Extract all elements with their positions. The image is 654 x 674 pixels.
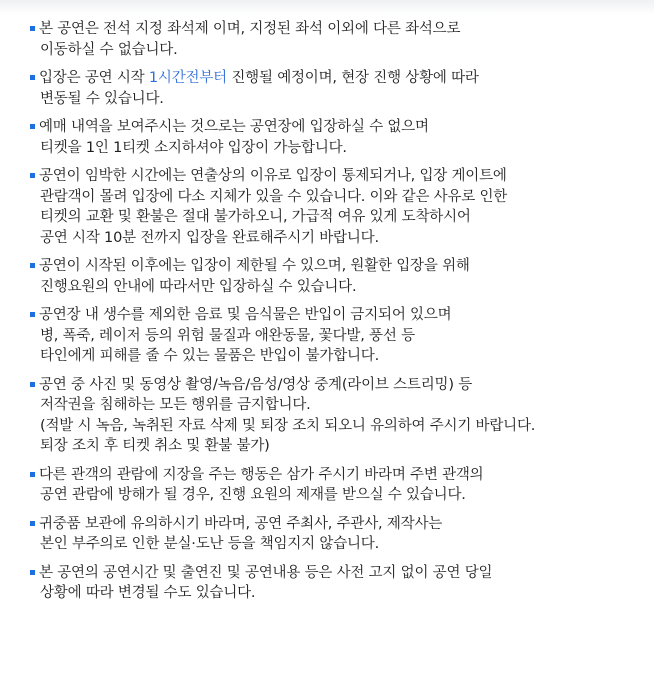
notice-line: 티켓을 1인 1티켓 소지하셔야 입장이 가능합니다. [40, 139, 347, 156]
notice-item [30, 19, 630, 60]
notice-line: 공연이 임박한 시간에는 연출상의 이유로 입장이 통제되거나, 입장 게이트에 [39, 168, 507, 184]
notice-line: 티켓의 교환 및 환불은 절대 불가하오니, 가급적 여유 있게 도착하시어 [40, 209, 471, 225]
notice-text: 진행될 예정이며, 현장 진행 상황에 따라 [226, 70, 479, 86]
notice-text: 입장은 공연 시작 [39, 70, 149, 86]
bullet-icon [30, 382, 35, 387]
notice-list [30, 19, 630, 612]
notice-item [30, 256, 630, 297]
bullet-icon [30, 472, 35, 477]
notice-line: 귀중품 보관에 유의하시기 바라며, 공연 주최사, 주관사, 제작사는 [39, 515, 443, 532]
notice-line: 변동될 수 있습니다. [40, 90, 164, 107]
notice-item [30, 563, 630, 604]
notice-line: 공연이 시작된 이후에는 입장이 제한될 수 있으며, 원활한 입장을 위해 [39, 258, 470, 274]
notice-line: 타인에게 피해를 줄 수 있는 물품은 반입이 불가합니다. [40, 348, 380, 364]
bullet-icon [30, 312, 35, 317]
notice-line: 저작권을 침해하는 모든 행위를 금지합니다. [40, 397, 311, 413]
notice-line: 공연장 내 생수를 제외한 음료 및 음식물은 반입이 금지되어 있으며 [39, 307, 452, 323]
notice-line: 관람객이 몰려 입장에 다소 지체가 있을 수 있습니다. 이와 같은 사유로 인한 [40, 188, 508, 205]
bullet-icon [30, 26, 35, 31]
bullet-icon [30, 521, 35, 526]
notice-line: (적발 시 녹음, 녹취된 자료 삭제 및 퇴장 조치 되오니 유의하여 주시기 바랍니다. [40, 417, 536, 434]
notice-item [30, 68, 630, 109]
notice-line: 공연 관람에 방해가 될 경우, 진행 요원의 제재를 받으실 수 있습니다. [40, 487, 466, 503]
notice-item [30, 514, 630, 555]
notice-line: 본 공연은 전석 지정 좌석제 이며, 지정된 좌석 이외에 다른 좌석으로 [39, 21, 461, 37]
notice-item [30, 166, 630, 248]
notice-line: 본 공연의 공연시간 및 출연진 및 공연내용 등은 사전 고지 없이 공연 당일 [39, 564, 493, 581]
bullet-icon [30, 75, 35, 80]
bullet-icon [30, 263, 35, 268]
notice-line: 진행요원의 안내에 따라서만 입장하실 수 있습니다. [40, 278, 357, 295]
entry-time-highlight: 1시간전부터 [148, 70, 227, 86]
top-fade [0, 0, 654, 14]
notice-line: 본인 부주의로 인한 분실·도난 등을 책임지지 않습니다. [40, 536, 380, 552]
notice-line: 이동하실 수 없습니다. [40, 41, 178, 58]
notice-line: 병, 폭죽, 레이저 등의 위험 물질과 애완동물, 꽃다발, 풍선 등 [40, 327, 415, 344]
notice-line: 공연 시작 10분 전까지 입장을 완료해주시기 바랍니다. [40, 229, 379, 246]
notice-line [39, 68, 630, 89]
notice-line: 공연 중 사진 및 동영상 촬영/녹음/음성/영상 중계(라이브 스트리밍) 등 [39, 376, 473, 393]
notice-item [30, 117, 630, 158]
bullet-icon [30, 173, 35, 178]
notice-item [30, 375, 630, 457]
notice-line: 상황에 따라 변경될 수도 있습니다. [40, 585, 256, 601]
notice-item [30, 305, 630, 367]
notice-line: 다른 관객의 관람에 지장을 주는 행동은 삼가 주시기 바라며 주변 관객의 [39, 466, 484, 483]
bullet-icon [30, 570, 35, 575]
notice-item [30, 465, 630, 506]
bullet-icon [30, 124, 35, 129]
notice-line: 퇴장 조치 후 티켓 취소 및 환불 불가) [40, 438, 270, 454]
notice-line: 예매 내역을 보여주시는 것으로는 공연장에 입장하실 수 없으며 [39, 119, 429, 135]
